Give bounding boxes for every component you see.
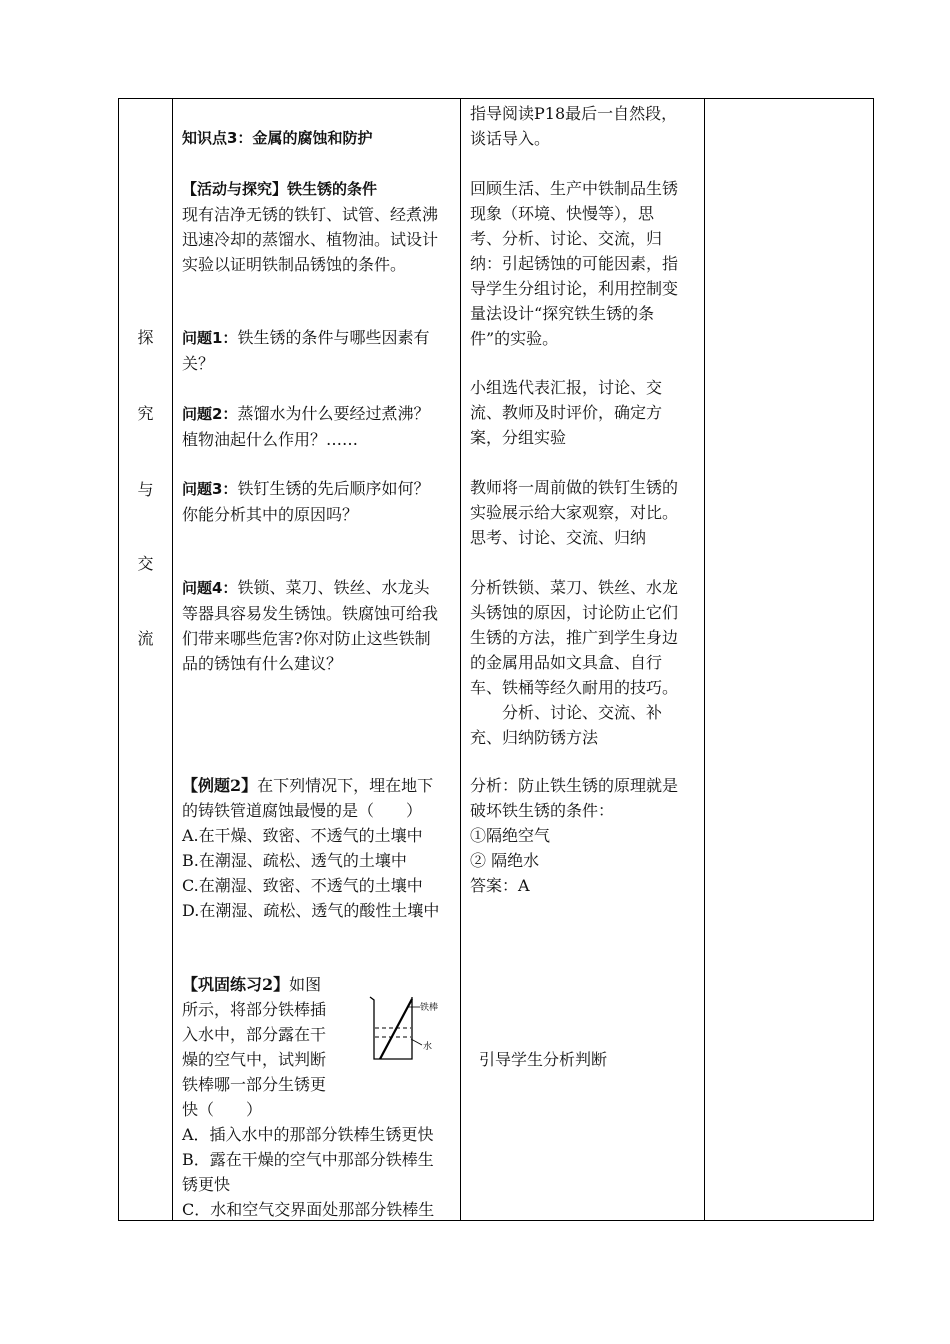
question-line: 植物油起什么作用？…… [182,430,359,449]
teacher-block-6 [470,773,698,898]
question-label: 问题4： [182,579,238,597]
option-c: C.在潮湿、致密、不透气的土壤中 [182,876,423,895]
practice-line: 燥的空气中，试判断 [182,1050,327,1069]
teacher-line: 案，分组实验 [470,428,567,447]
option-b: B.在潮湿、疏松、透气的土壤中 [182,851,407,870]
question-line: 你能分析其中的原因吗？ [182,505,359,524]
teacher-line: 纳：引起锈蚀的可能因素，指 [470,254,679,273]
water-label: 水 [423,1042,433,1052]
question-line: 铁生锈的条件与哪些因素有 [237,328,430,347]
teacher-line: 破坏铁生锈的条件： [470,801,615,820]
activity-line: 实验以证明铁制品锈蚀的条件。 [182,255,407,274]
activity-title: 铁生锈的条件 [287,180,378,198]
example-label: 【例题2】 [182,776,258,795]
table-row [119,99,874,1221]
question-label: 问题3： [182,480,238,498]
example-line: 在下列情况下，埋在地下 [257,776,434,795]
teacher-line: 指导阅读P18最后一自然段， [470,104,678,123]
question-line: 们带来哪些危害?你对防止这些铁制 [182,629,431,648]
option-b: B．露在干燥的空气中那部分铁棒生 [182,1150,434,1169]
teacher-line: 教师将一周前做的铁钉生锈的 [470,478,679,497]
teacher-block-2 [470,176,698,351]
teacher-line: 分析、讨论、交流、补 [470,703,663,722]
option-d: D.在潮湿、疏松、透气的酸性土壤中 [182,901,440,920]
teacher-line: 分析铁锁、菜刀、铁丝、水龙 [470,578,679,597]
teacher-line: 生锈的方法，推广到学生身边 [470,628,679,647]
option-b-cont: 锈更快 [182,1175,231,1194]
teacher-line: 的金属用品如文具盒、自行 [470,653,663,672]
example-2 [182,773,456,923]
activity-line: 迅速冷却的蒸馏水、植物油。试设计 [182,230,439,249]
question-1 [182,325,456,376]
question-line: 关？ [182,354,215,373]
question-line: 铁锁、菜刀、铁丝、水龙头 [237,578,430,597]
teacher-block-1 [470,101,698,151]
teacher-line: 件”的实验。 [470,329,559,348]
knowledge-title: 知识点3：金属的腐蚀和防护 [182,129,373,147]
teacher-line: 头锈蚀的原因，讨论防止它们 [470,603,679,622]
question-2 [182,401,456,452]
teacher-block-3 [470,375,698,450]
option-a: A.在干燥、致密、不透气的土壤中 [182,826,423,845]
teacher-activity-cell [461,99,705,1221]
practice-line: 所示，将部分铁棒插 [182,1000,327,1019]
teacher-line: 谈话导入。 [470,129,551,148]
question-line: 品的锈蚀有什么建议？ [182,654,343,673]
teacher-block-7: 引导学生分析判断 [479,1050,608,1069]
teacher-line: 小组选代表汇报，讨论、交 [470,378,663,397]
teacher-line: 考、分析、讨论、交流，归 [470,229,663,248]
notes-cell [705,99,874,1221]
rod-label: 铁棒 [420,1003,439,1013]
section-label-char: 究 [137,404,154,423]
teacher-line: 思考、讨论、交流、归纳 [470,528,647,547]
section-label-char: 探 [137,328,154,347]
option-c: C．水和空气交界面处那部分铁棒生 [182,1200,435,1219]
teacher-line: 回顾生活、生产中铁制品生锈 [470,179,679,198]
teacher-line: 分析：防止铁生锈的原理就是 [470,776,679,795]
section-label-char: 流 [137,629,154,648]
teacher-line: 充、归纳防锈方法 [470,728,599,747]
example-line: 的铸铁管道腐蚀最慢的是（ ） [182,801,423,820]
question-line: 铁钉生锈的先后顺序如何？ [237,479,430,498]
activity-title-bracket: 【活动与探究】 [182,180,288,198]
question-label: 问题1： [182,329,238,347]
practice-line: 如图 [289,975,322,994]
option-a: A．插入水中的那部分铁棒生锈更快 [182,1125,434,1144]
teacher-line: 导学生分组讨论，利用控制变 [470,279,679,298]
teacher-line: 答案：A [470,876,530,895]
question-label: 问题2： [182,405,238,423]
practice-line: 入水中，部分露在干 [182,1025,327,1044]
teacher-line: 实验展示给大家观察，对比。 [470,503,679,522]
section-label-char: 与 [137,480,154,499]
section-label-cell [119,99,173,1221]
teacher-line: ①隔绝空气 [470,826,551,845]
teacher-line: 流、教师及时评价，确定方 [470,403,663,422]
practice-line: 快（ ） [182,1100,263,1119]
lesson-table [118,98,874,1221]
section-label-char: 交 [137,554,154,573]
activity-line: 现有洁净无锈的铁钉、试管、经煮沸 [182,205,439,224]
teacher-block-5 [470,575,698,750]
teacher-line: 量法设计“探究铁生锈的条 [470,304,655,323]
teacher-block-4 [470,475,698,550]
question-3 [182,476,456,527]
question-line: 蒸馏水为什么要经过煮沸？ [237,404,430,423]
teacher-line: 现象（环境、快慢等），思 [470,204,655,223]
beaker-figure [368,993,448,1063]
practice-line: 铁棒哪一部分生锈更 [182,1075,327,1094]
teacher-line: ② 隔绝水 [470,851,540,870]
question-line: 等器具容易发生锈蚀。铁腐蚀可给我 [182,604,439,623]
practice-label: 【巩固练习2】 [182,975,290,994]
teacher-line: 车、铁桶等经久耐用的技巧。 [470,678,679,697]
activity-block [182,176,456,277]
question-4 [182,575,456,676]
